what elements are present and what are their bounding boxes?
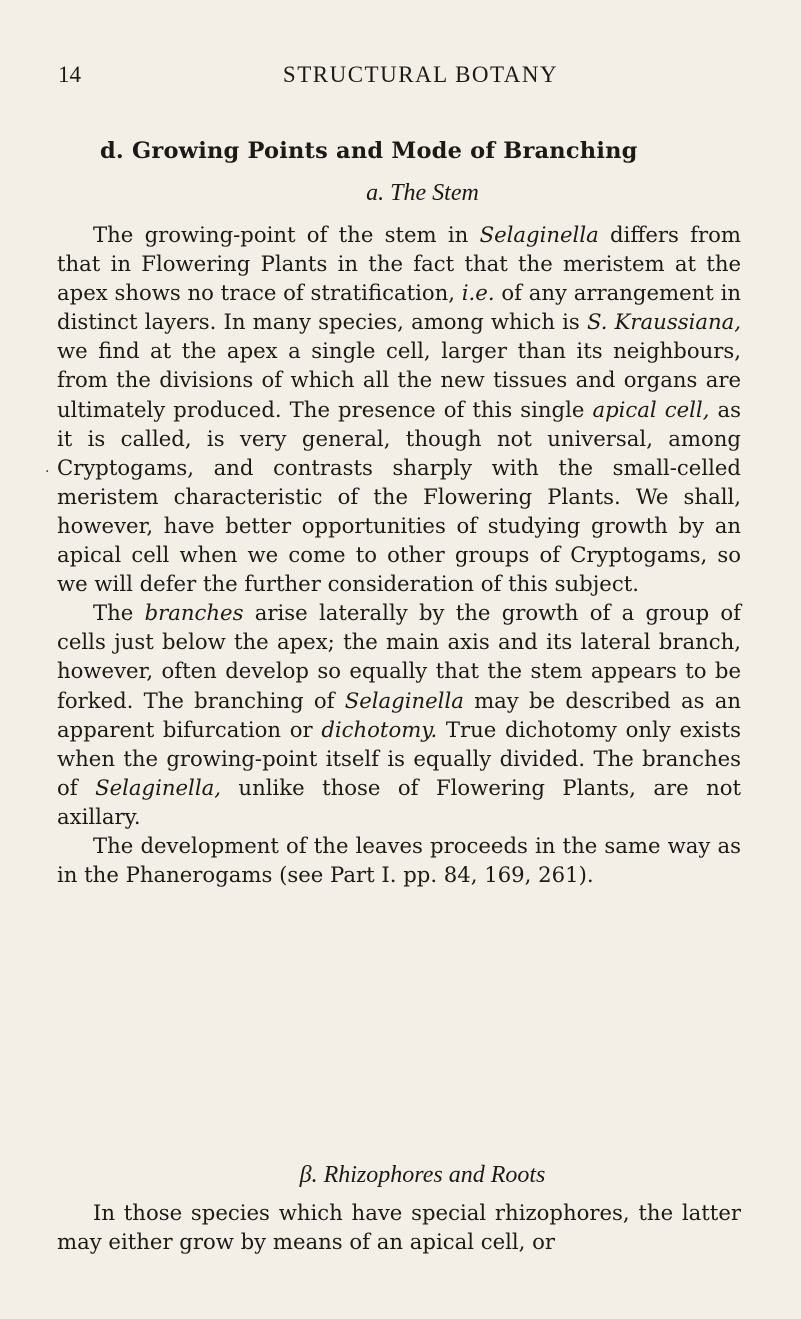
paragraph-branches bbox=[57, 598, 741, 831]
running-title: STRUCTURAL BOTANY bbox=[282, 62, 559, 87]
text-run-italic: S. Kraussiana, bbox=[586, 309, 741, 335]
paragraph-growing-point bbox=[57, 220, 741, 598]
text-run-italic: i.e. bbox=[461, 280, 495, 306]
text-run: unlike those of Flowering Plants, are not axillary. bbox=[57, 774, 741, 829]
page-number: 14 bbox=[58, 62, 81, 87]
text-run: of any arrangement in distinct layers. In many species, among which is bbox=[57, 280, 741, 335]
text-run-italic: Selaginella bbox=[344, 687, 464, 713]
margin-mark: . bbox=[45, 460, 50, 476]
subsection-heading-stem: a. The Stem bbox=[366, 180, 479, 206]
text-run: True dichotomy only exists when the growing-point itself is equally divided. The branches of bbox=[57, 716, 742, 800]
text-run: The growing-point of the stem in bbox=[93, 222, 480, 247]
text-run-italic: dichotomy. bbox=[321, 716, 438, 742]
text-block-rhizophores bbox=[57, 1198, 741, 1256]
subsection-heading-rhizophores: β. Rhizophores and Roots bbox=[299, 1162, 546, 1188]
text-run-italic: apical cell, bbox=[592, 396, 710, 422]
section-heading: d. Growing Points and Mode of Branching bbox=[100, 138, 638, 164]
text-run: differs from that in Flowering Plants in the fact that the meristem at the apex shows no trace of stratification, bbox=[57, 222, 741, 306]
text-run: may be described as an apparent bifurcation or bbox=[57, 687, 741, 742]
text-run: arise laterally by the growth of a group of cells just below the apex; the main axis and its lateral branch, however, often develop so equally that the stem appears to be forked. The branching of bbox=[57, 600, 741, 713]
text-run: we find at the apex a single cell, larger than its neighbours, from the divisions of which all the new tissues and organs are ultimately produced. The presence of this single bbox=[57, 338, 741, 422]
text-block-stem bbox=[57, 220, 741, 889]
text-run: The bbox=[93, 600, 145, 626]
text-run-italic: branches bbox=[144, 600, 244, 626]
paragraph-leaves: The development of the leaves proceeds in the same way as in the Phanerogams (see Part I. pp. 84, 169, 261). bbox=[57, 832, 741, 888]
text-run-italic: Selaginella, bbox=[95, 774, 221, 800]
running-head bbox=[58, 62, 743, 92]
text-run-italic: Selaginella bbox=[479, 222, 599, 247]
text-run: as it is called, is very general, though not universal, among Cryptogams, and contrasts sharply with the small-celled meristem characteristic of the Flowering Plants. We shall, however, have better opportunities of studying growth by an apical cell when we come to other groups of Cryptogams, so we will defer the further consideration of this subject. bbox=[57, 396, 741, 597]
paragraph-rhizophores: In those species which have special rhizophores, the latter may either grow by means of an apical cell, or bbox=[57, 1200, 741, 1255]
